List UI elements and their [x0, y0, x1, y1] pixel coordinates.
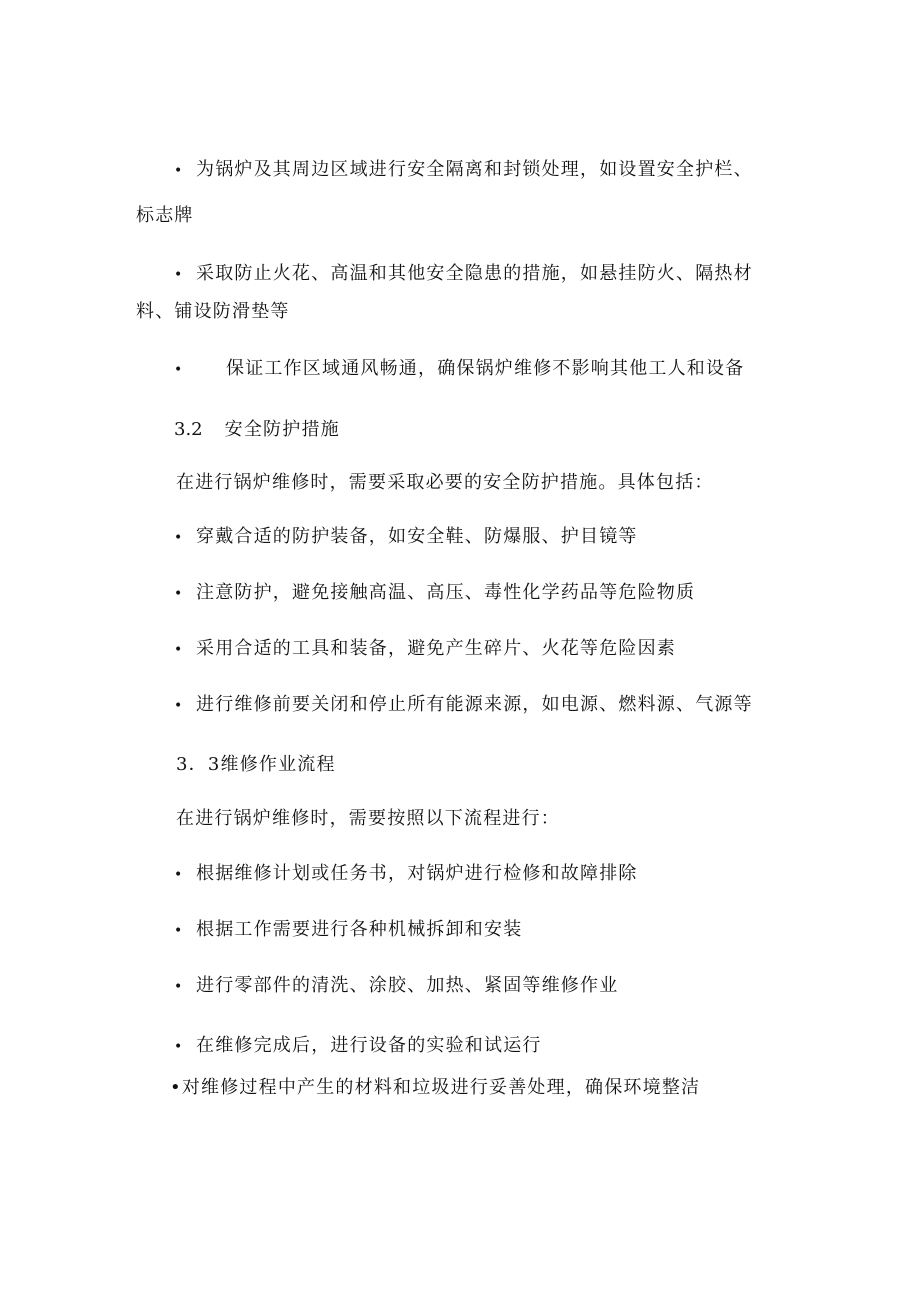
bullet-icon: • [174, 586, 184, 602]
bullet-icon: • [174, 642, 184, 658]
list-item [174, 525, 638, 550]
list-item [174, 1034, 542, 1059]
list-item [174, 581, 695, 606]
list-item-text: 进行维修前要关闭和停止所有能源来源，如电源、燃料源、气源等 [196, 694, 753, 715]
section-intro: 在进行锅炉维修时，需要采取必要的安全防护措施。具体包括： [176, 472, 714, 493]
list-item [174, 918, 522, 943]
bullet-icon: • [174, 979, 184, 995]
bullet-icon: • [174, 923, 184, 939]
bullet-icon: • [174, 267, 184, 283]
list-item [174, 637, 676, 662]
bullet-text-continued: 标志牌 [136, 205, 194, 226]
list-item-last: •对维修过程中产生的材料和垃圾进行妥善处理，确保环境整洁 [170, 1077, 701, 1098]
bullet-icon: • [174, 867, 184, 883]
list-item-text: 根据工作需要进行各种机械拆卸和安装 [196, 919, 523, 940]
bullet-text: 保证工作区域通风畅通，确保锅炉维修不影响其他工人和设备 [226, 358, 745, 379]
list-item-text: 在维修完成后，进行设备的实验和试运行 [196, 1035, 542, 1056]
bullet-item-fire-prevention [174, 262, 753, 287]
list-item-text: 穿戴合适的防护装备，如安全鞋、防爆服、护目镜等 [196, 526, 638, 547]
bullet-item-isolation-continued [136, 204, 194, 228]
section-number: 3.2 [174, 419, 203, 440]
section-title: 安全防护措施 [224, 419, 340, 440]
bullet-text-continued: 料、铺设防滑垫等 [136, 301, 290, 322]
bullet-item-isolation [174, 158, 753, 183]
section-heading-3-3: 3．3维修作业流程 [176, 754, 336, 775]
bullet-icon: • [174, 362, 184, 378]
bullet-icon: • [174, 1039, 184, 1055]
section-heading-3-2 [174, 418, 340, 442]
list-item-text: 进行零部件的清洗、涂胶、加热、紧固等维修作业 [196, 975, 619, 996]
list-item-text: 根据维修计划或任务书，对锅炉进行检修和故障排除 [196, 863, 638, 884]
section-intro: 在进行锅炉维修时，需要按照以下流程进行： [176, 808, 560, 829]
list-item [174, 862, 638, 887]
bullet-text: 为锅炉及其周边区域进行安全隔离和封锁处理，如设置安全护栏、 [196, 159, 753, 180]
bullet-icon: • [174, 530, 184, 546]
bullet-text: 采取防止火花、高温和其他安全隐患的措施，如悬挂防火、隔热材 [196, 263, 753, 284]
list-item-text: 采用合适的工具和装备，避免产生碎片、火花等危险因素 [196, 638, 676, 659]
list-item [174, 693, 753, 718]
bullet-icon: • [174, 163, 184, 179]
list-item [174, 974, 618, 999]
list-item-text: 注意防护，避免接触高温、高压、毒性化学药品等危险物质 [196, 582, 696, 603]
bullet-item-fire-prevention-continued [136, 300, 290, 324]
bullet-icon: • [174, 698, 184, 714]
bullet-item-ventilation [174, 357, 744, 382]
